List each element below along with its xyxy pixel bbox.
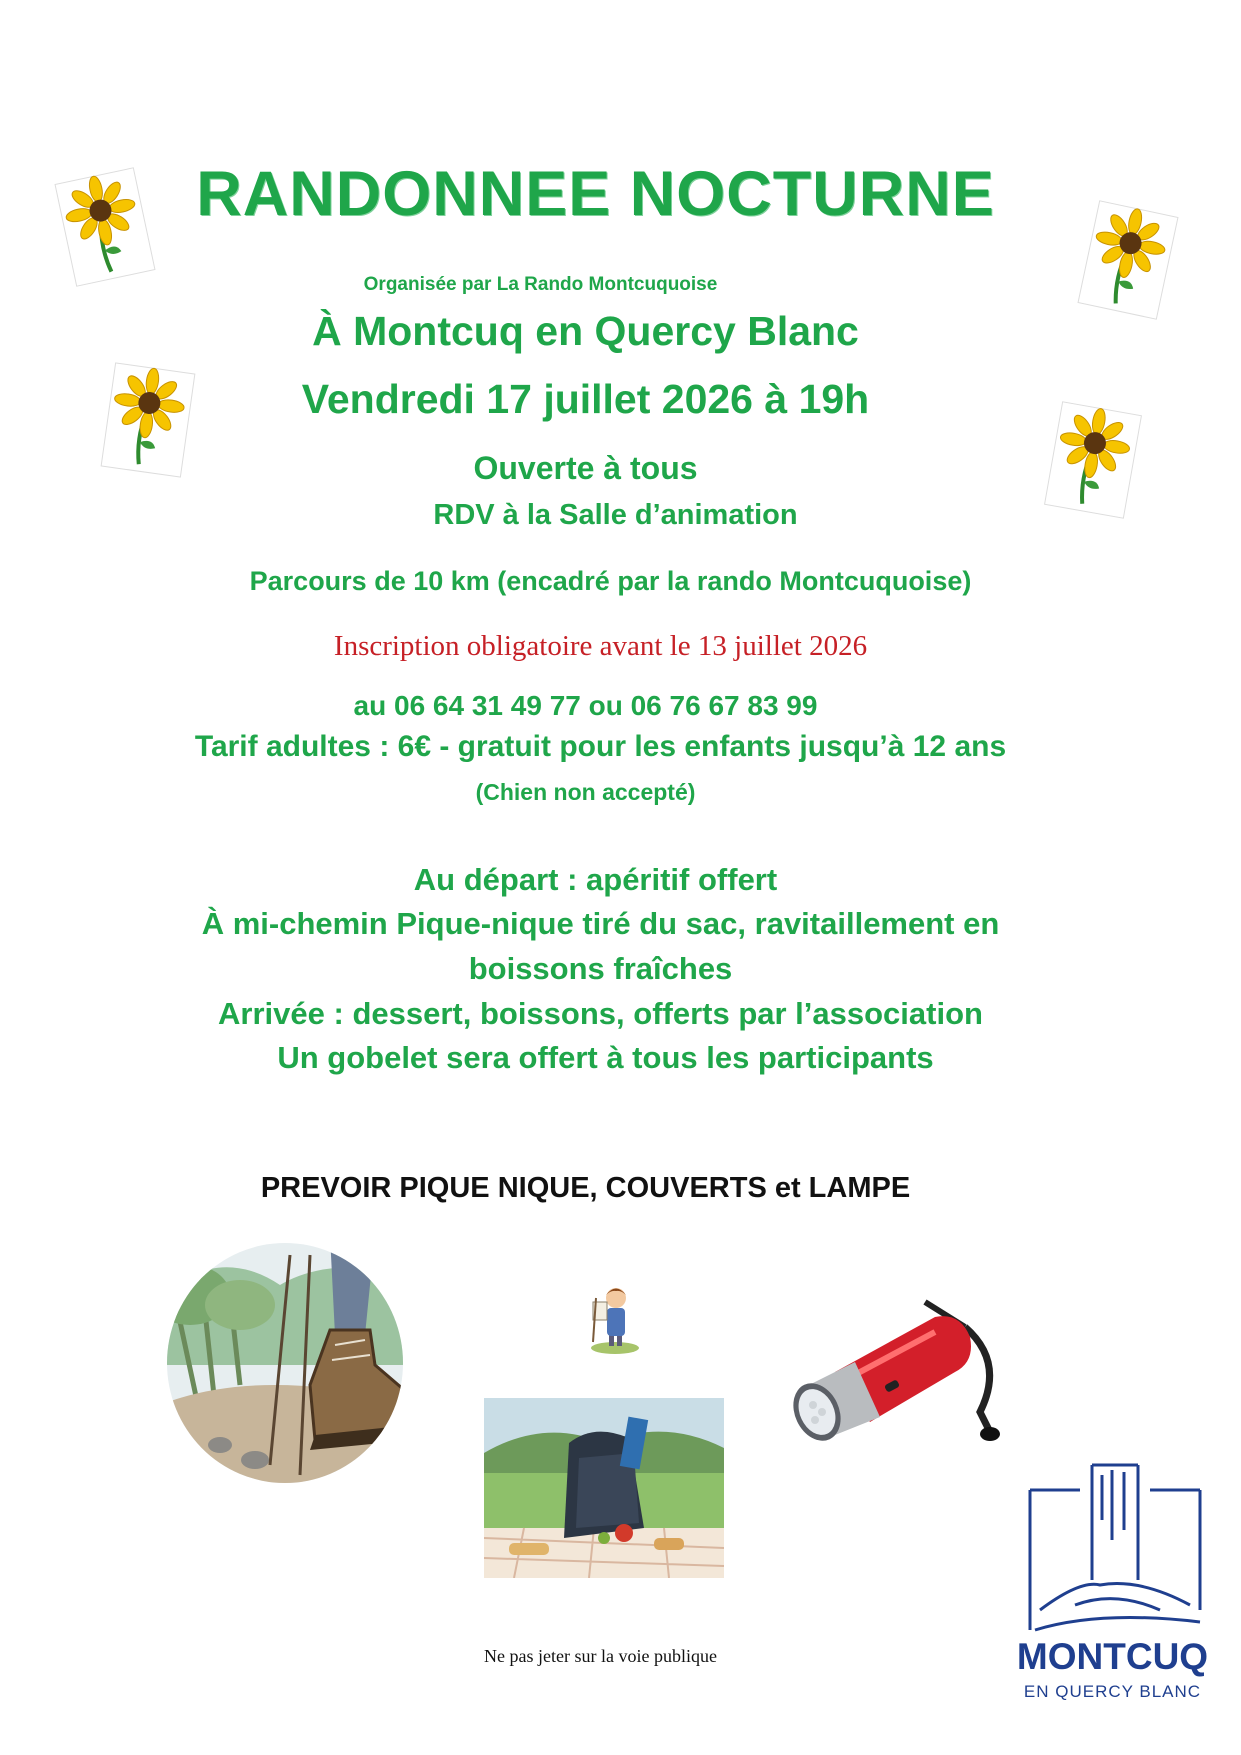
program-mid [0,906,1221,942]
program-arrival-text: : dessert, boissons, offerts par l’association [324,996,983,1031]
hiker-illustration-image [160,1235,420,1485]
price-line: Tarif adultes : 6€ - gratuit pour les enfants jusqu’à 12 ans [194,730,1007,763]
location-line: À Montcuq en Quercy Blanc [312,308,859,354]
phone-numbers: au 06 64 31 49 77 ou 06 76 67 83 99 [353,690,818,721]
program-start-label: Au départ [413,862,559,897]
program-start-text: : apéritif offert [558,862,778,897]
program-arrival [0,996,1221,1032]
program-cup: Un gobelet sera offert à tous les participants [277,1040,934,1075]
dogs-line: (Chien non accepté) [475,779,696,805]
poster-title: RANDONNEE NOCTURNE [196,159,995,229]
child-hiker-image [585,1268,645,1356]
bring-list: PREVOIR PIQUE NIQUE, COUVERTS et LAMPE [260,1172,911,1204]
registration-line: Inscription obligatoire avant le 13 juillet 2026 [333,630,868,662]
program-mid-label: À mi-chemin [201,906,388,941]
program-mid-text: Pique-nique tiré du sac, ravitaillement en [387,906,1000,941]
program-arrival-label: Arrivée [218,996,325,1031]
route-line: Parcours de 10 km (encadré par la rando Montcuquoise) [249,566,972,596]
logo-name: MONTCUQ [1016,1636,1209,1677]
flashlight-image [775,1262,1025,1462]
picnic-backpack-image [484,1398,724,1578]
logo-subtitle: EN QUERCY BLANC [1023,1682,1202,1701]
meeting-point-line: RDV à la Salle d’animation [433,499,798,531]
program-mid-continued: boissons fraîches [468,951,733,986]
tower-logo-icon [1020,1460,1210,1635]
footer-notice: Ne pas jeter sur la voie publique [484,1646,717,1666]
organizer-line: Organisée par La Rando Montcuquoise [363,274,718,295]
program-start [0,862,1216,898]
date-line: Vendredi 17 juillet 2026 à 19h [301,376,870,422]
open-to-line: Ouverte à tous [473,450,698,486]
